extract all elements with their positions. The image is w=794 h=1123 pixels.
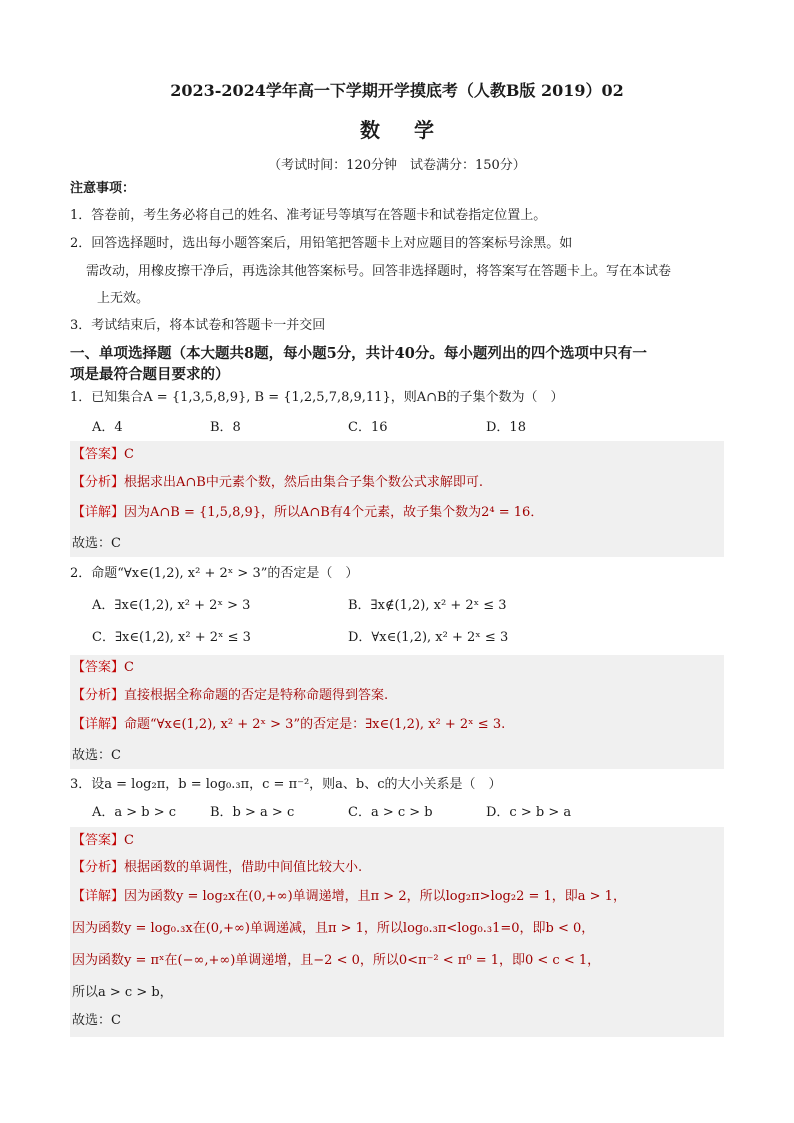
q2-option-c: C．∃x∈(1,2), x² + 2ˣ ≤ 3 xyxy=(92,630,251,645)
q1-answer: C xyxy=(124,447,134,462)
q3-analysis-tag: 【分析】 xyxy=(72,860,125,875)
q1-analysis-row xyxy=(72,474,483,492)
q1-option-c: C．16 xyxy=(348,420,388,435)
q1-answer-row xyxy=(72,446,134,464)
question-1-stem: 1．已知集合A = {1,3,5,8,9}, B = {1,2,5,7,8,9,11}，则A∩B的子集个数为（ ） xyxy=(70,390,564,405)
q3-analysis: 根据函数的单调性，借助中间值比较大小. xyxy=(124,860,363,875)
q2-answer-row xyxy=(72,659,134,677)
exam-title: 2023-2024学年高一下学期开学摸底考（人教B版 2019）02 xyxy=(170,81,624,100)
q1-solution-box xyxy=(70,441,724,557)
q3-option-c: C．a > c > b xyxy=(348,805,433,820)
q1-conclusion: 故选：C xyxy=(72,536,121,551)
q2-analysis-tag: 【分析】 xyxy=(72,688,125,703)
q3-option-b: B．b > a > c xyxy=(210,805,295,820)
question-2-stem: 2．命题“∀x∈(1,2), x² + 2ˣ > 3”的否定是（ ） xyxy=(70,566,359,581)
q2-answer-tag: 【答案】 xyxy=(72,660,125,675)
q1-analysis: 根据求出A∩B中元素个数，然后由集合子集个数公式求解即可. xyxy=(124,475,483,490)
q1-detail-row xyxy=(72,504,543,522)
q2-analysis-row xyxy=(72,687,388,705)
q3-conclusion: 故选：C xyxy=(72,1013,121,1028)
q2-answer: C xyxy=(124,660,134,675)
exam-info: （考试时间：120分钟 试卷满分：150分） xyxy=(268,158,526,173)
note-item-2-line-2: 需改动，用橡皮擦干净后，再选涂其他答案标号。回答非选择题时，将答案写在答题卡上。写在本试卷 xyxy=(86,264,672,279)
q2-detail-row xyxy=(72,716,505,734)
question-3-stem: 3．设a = log₂π，b = log₀.₃π，c = π⁻²，则a、b、c的大小关系是（ ） xyxy=(70,777,502,792)
section-heading-line-1: 一、单项选择题（本大题共8题，每小题5分，共计40分。每小题列出的四个选项中只有一 xyxy=(70,345,647,362)
q3-detail-tag: 【详解】 xyxy=(72,889,125,904)
q2-analysis: 直接根据全称命题的否定是特称命题得到答案. xyxy=(124,688,389,703)
note-item-2-line-3: 上无效。 xyxy=(97,291,150,306)
q1-detail: 因为A∩B = {1,5,8,9}，所以A∩B有4个元素，故子集个数为2⁴ = 16． xyxy=(124,505,544,520)
q1-option-a: A．4 xyxy=(92,420,123,435)
q3-option-a: A．a > b > c xyxy=(92,805,177,820)
q3-detail-3: 因为函数y = πˣ在(−∞,+∞)单调递增，且−2 < 0，所以0<π⁻² < π⁰ = 1，即0 < c < 1， xyxy=(72,953,601,968)
q1-answer-tag: 【答案】 xyxy=(72,447,125,462)
q3-detail-row-1 xyxy=(72,888,626,906)
note-item-1: 1．答卷前，考生务必将自己的姓名、准考证号等填写在答题卡和试卷指定位置上。 xyxy=(70,208,547,223)
q1-analysis-tag: 【分析】 xyxy=(72,475,125,490)
notes-heading: 注意事项： xyxy=(70,181,136,196)
q3-answer-tag: 【答案】 xyxy=(72,833,125,848)
q3-detail-2: 因为函数y = log₀.₃x在(0,+∞)单调递减，且π > 1，所以log₀.₃π<log₀.₃1=0，即b < 0， xyxy=(72,921,595,936)
note-item-3: 3．考试结束后，将本试卷和答题卡一并交回 xyxy=(70,318,326,333)
q1-option-d: D．18 xyxy=(486,420,526,435)
section-heading-line-2: 项是最符合题目要求的） xyxy=(70,366,230,383)
q2-conclusion: 故选：C xyxy=(72,748,121,763)
subject-heading: 数学 xyxy=(360,118,468,142)
q2-option-b: B．∃x∉(1,2), x² + 2ˣ ≤ 3 xyxy=(348,598,507,613)
q1-detail-tag: 【详解】 xyxy=(72,505,125,520)
q3-answer-row xyxy=(72,832,134,850)
q2-option-a: A．∃x∈(1,2), x² + 2ˣ > 3 xyxy=(92,598,251,613)
q3-answer: C xyxy=(124,833,134,848)
q2-solution-box xyxy=(70,655,724,769)
q3-detail-4: 所以a > c > b， xyxy=(72,985,173,1000)
q2-detail: 命题“∀x∈(1,2), x² + 2ˣ > 3”的否定是：∃x∈(1,2), x² + 2ˣ ≤ 3. xyxy=(124,717,506,732)
q2-option-d: D．∀x∈(1,2), x² + 2ˣ ≤ 3 xyxy=(348,630,509,645)
q1-option-b: B．8 xyxy=(210,420,241,435)
q3-option-d: D．c > b > a xyxy=(486,805,572,820)
q2-detail-tag: 【详解】 xyxy=(72,717,125,732)
q3-detail-1: 因为函数y = log₂x在(0,+∞)单调递增，且π > 2，所以log₂π>log₂2 = 1，即a > 1， xyxy=(124,889,626,904)
note-item-2-line-1: 2．回答选择题时，选出每小题答案后，用铅笔把答题卡上对应题目的答案标号涂黑。如 xyxy=(70,236,573,251)
q3-analysis-row xyxy=(72,859,362,877)
